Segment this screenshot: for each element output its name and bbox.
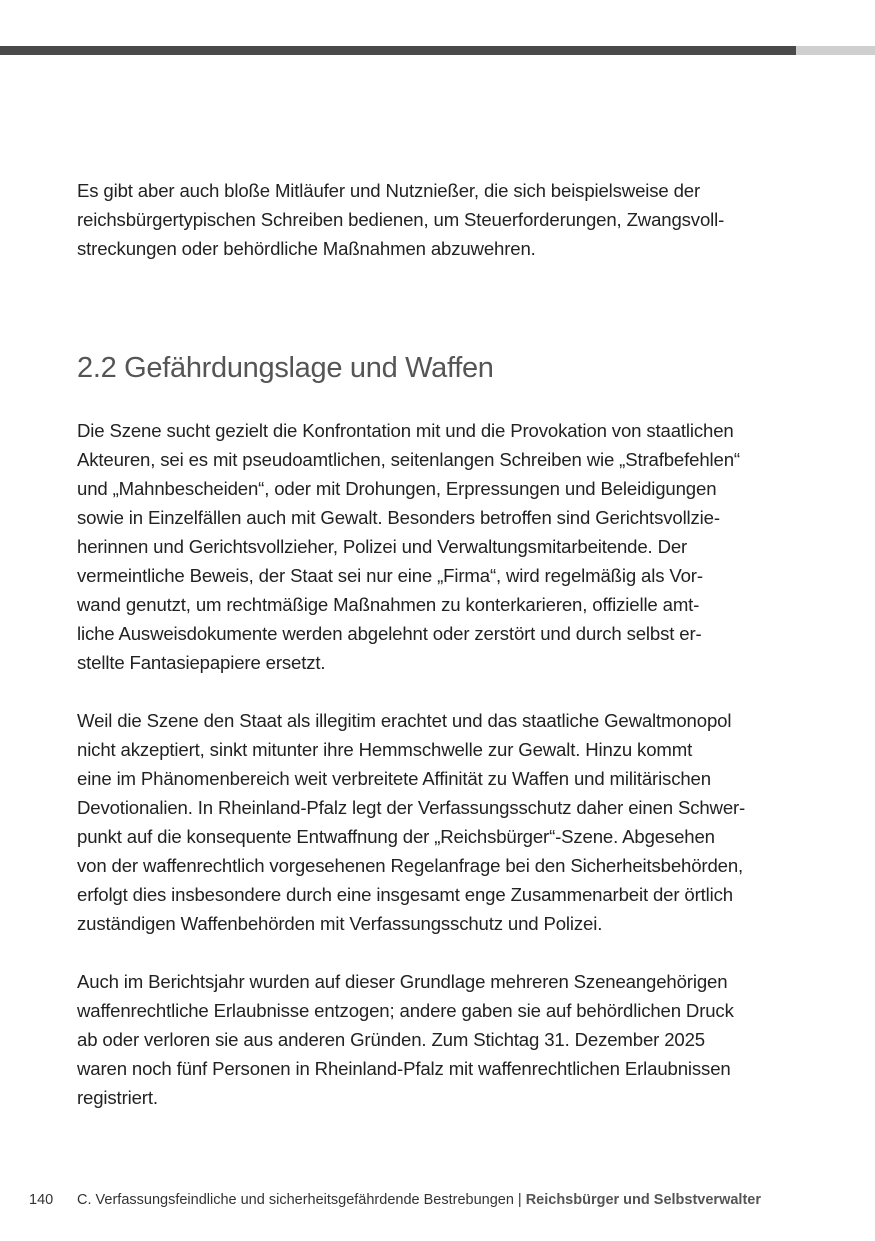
- text-line: reichsbürgertypischen Schreiben bedienen, um Steuerforderungen, Zwangsvoll-: [77, 209, 725, 230]
- intro-paragraph: [77, 176, 807, 263]
- header-rule-dark: [0, 46, 796, 55]
- text-line: erfolgt dies insbesondere durch eine insgesamt enge Zusammenarbeit der örtlich: [77, 884, 733, 905]
- text-line: von der waffenrechtlich vorgesehenen Regelanfrage bei den Sicherheitsbehörden,: [77, 855, 744, 876]
- body-paragraph-1: [77, 416, 807, 677]
- footer-running-title: [77, 1188, 761, 1212]
- page-number: 140: [29, 1192, 54, 1208]
- text-line: zuständigen Waffenbehörden mit Verfassungsschutz und Polizei.: [77, 913, 603, 934]
- text-line: vermeintliche Beweis, der Staat sei nur eine „Firma“, wird regelmäßig als Vor-: [77, 565, 703, 586]
- header-rule-light: [796, 46, 875, 55]
- page-content: [77, 176, 807, 1112]
- text-line: Auch im Berichtsjahr wurden auf dieser Grundlage mehreren Szeneangehörigen: [77, 971, 728, 992]
- text-line: Weil die Szene den Staat als illegitim erachtet und das staatliche Gewaltmonopol: [77, 710, 732, 731]
- footer-chapter: C. Verfassungsfeindliche und sicherheitsgefährdende Bestrebungen: [77, 1192, 514, 1208]
- text-line: Es gibt aber auch bloße Mitläufer und Nutznießer, die sich beispielsweise der: [77, 180, 701, 201]
- text-line: Devotionalien. In Rheinland-Pfalz legt der Verfassungsschutz daher einen Schwer-: [77, 797, 746, 818]
- text-line: punkt auf die konsequente Entwaffnung der „Reichsbürger“-Szene. Abgesehen: [77, 826, 715, 847]
- text-line: waffenrechtliche Erlaubnisse entzogen; andere gaben sie auf behördlichen Druck: [77, 1000, 734, 1021]
- body-paragraph-3: [77, 967, 807, 1112]
- section-heading: 2.2 Gefährdungslage und Waffen: [77, 352, 494, 384]
- text-line: wand genutzt, um rechtmäßige Maßnahmen zu konterkarieren, offizielle amt-: [77, 594, 700, 615]
- page-footer: [0, 1188, 875, 1212]
- text-line: Akteuren, sei es mit pseudoamtlichen, seitenlangen Schreiben wie „Strafbefehlen“: [77, 449, 740, 470]
- text-line: stellte Fantasiepapiere ersetzt.: [77, 652, 326, 673]
- text-line: waren noch fünf Personen in Rheinland-Pfalz mit waffenrechtlichen Erlaubnissen: [77, 1058, 731, 1079]
- body-paragraph-2: [77, 706, 807, 938]
- text-line: sowie in Einzelfällen auch mit Gewalt. Besonders betroffen sind Gerichtsvollzie-: [77, 507, 720, 528]
- text-line: eine im Phänomenbereich weit verbreitete Affinität zu Waffen und militärischen: [77, 768, 711, 789]
- text-line: registriert.: [77, 1087, 158, 1108]
- text-line: nicht akzeptiert, sinkt mitunter ihre Hemmschwelle zur Gewalt. Hinzu kommt: [77, 739, 693, 760]
- text-line: und „Mahnbescheiden“, oder mit Drohungen, Erpressungen und Beleidigungen: [77, 478, 717, 499]
- text-line: liche Ausweisdokumente werden abgelehnt oder zerstört und durch selbst er-: [77, 623, 702, 644]
- footer-section: Reichsbürger und Selbstverwalter: [525, 1192, 761, 1208]
- text-line: Die Szene sucht gezielt die Konfrontation mit und die Provokation von staatlichen: [77, 420, 734, 441]
- footer-separator: |: [517, 1192, 522, 1208]
- text-line: herinnen und Gerichtsvollzieher, Polizei und Verwaltungsmitarbeitende. Der: [77, 536, 688, 557]
- text-line: ab oder verloren sie aus anderen Gründen. Zum Stichtag 31. Dezember 2025: [77, 1029, 705, 1050]
- text-line: streckungen oder behördliche Maßnahmen abzuwehren.: [77, 238, 536, 259]
